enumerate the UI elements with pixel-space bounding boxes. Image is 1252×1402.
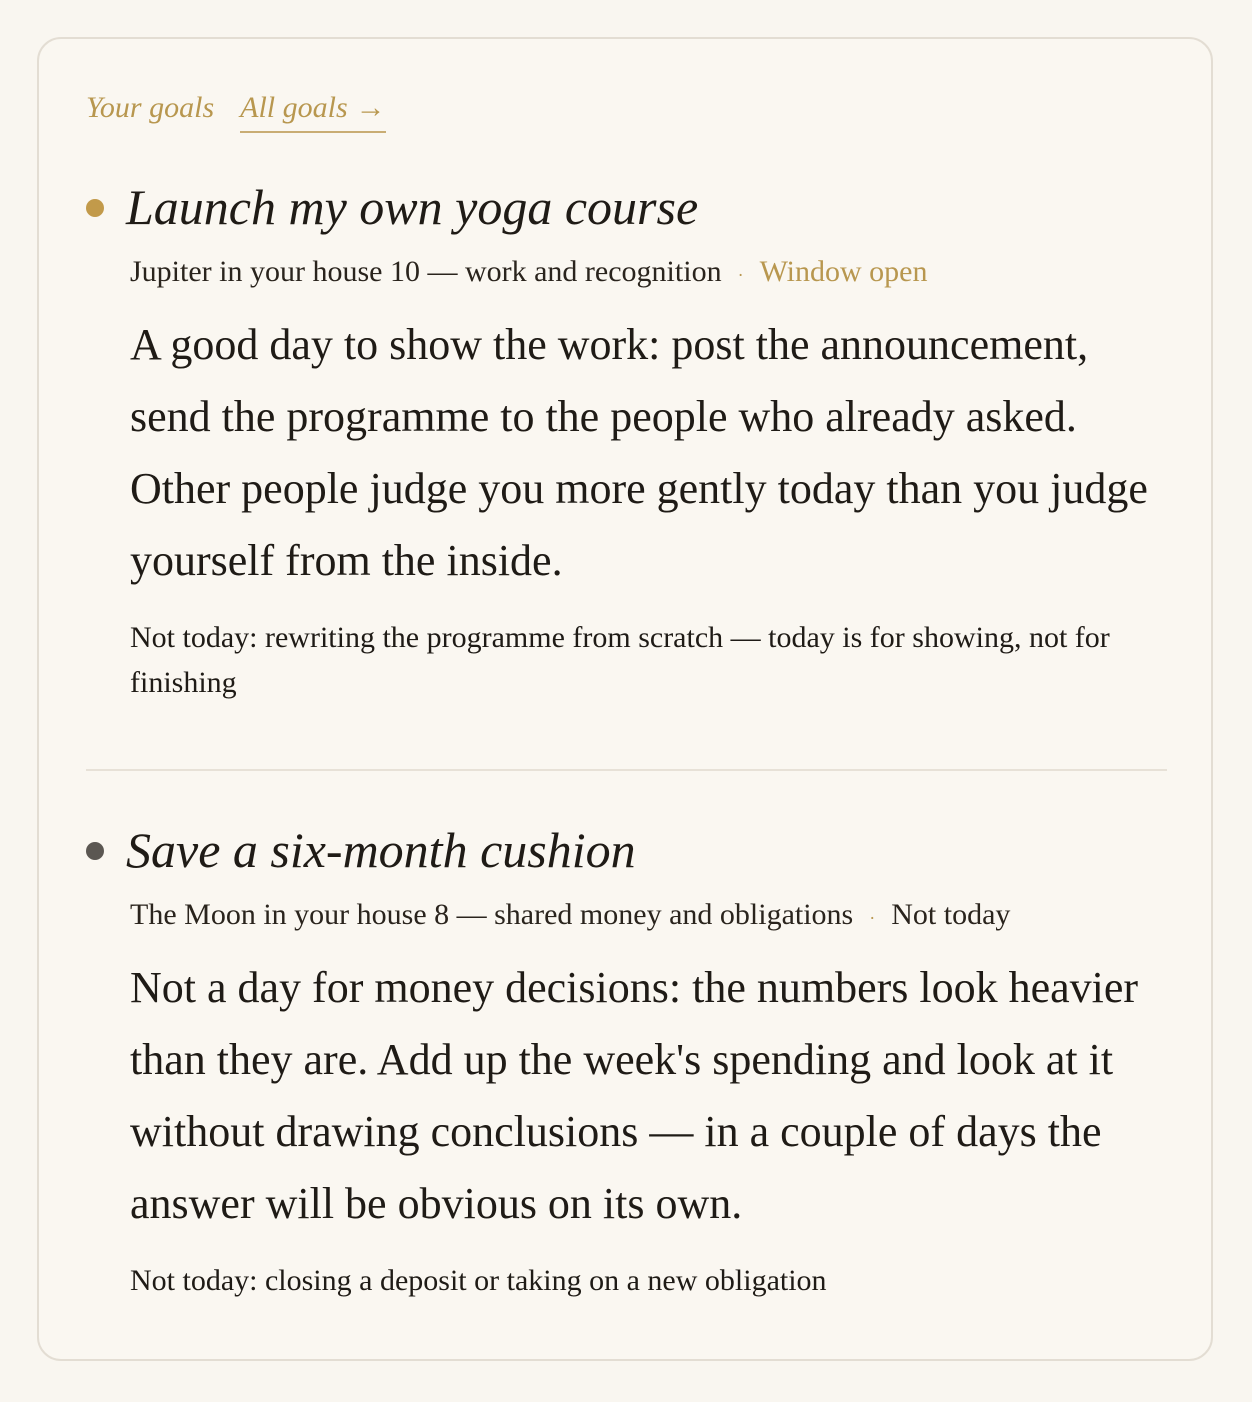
goal-meta <box>130 898 1169 932</box>
goals-card <box>37 37 1213 1361</box>
goal-not-today: Not today: rewriting the programme from scratch — today is for showing, not for finishing <box>130 621 1110 699</box>
goal-item[interactable] <box>86 814 1169 1303</box>
goal-title: Launch my own yoga course <box>126 179 699 235</box>
goal-title: Save a six-month cushion <box>126 822 636 878</box>
bullet-dot-icon <box>86 199 104 217</box>
goals-header <box>86 91 386 133</box>
bullet-dot-icon <box>86 842 104 860</box>
all-goals-link-label: All goals <box>240 91 348 124</box>
separator-dot: · <box>869 908 876 928</box>
goal-message: A good day to show the work: post the announcement, send the programme to the people who already asked. Other people judge you more gently today than you judge yourself from the inside. <box>130 320 1148 585</box>
arrow-right-icon: → <box>355 91 386 124</box>
status-badge: Not today <box>891 898 1011 931</box>
goal-meta <box>130 255 1169 289</box>
goal-influence: Jupiter in your house 10 — work and recognition <box>130 255 722 288</box>
goal-message: Not a day for money decisions: the numbers look heavier than they are. Add up the week's spending and look at it without drawing conclusions — in a couple of days the answer will be obvious on its own. <box>130 963 1139 1228</box>
separator-dot: · <box>737 265 744 285</box>
all-goals-link[interactable] <box>240 91 386 133</box>
divider <box>86 769 1167 771</box>
section-label: Your goals <box>86 91 215 124</box>
goal-title-row <box>86 171 1169 243</box>
status-badge: Window open <box>759 255 928 288</box>
goal-influence: The Moon in your house 8 — shared money and obligations <box>130 898 854 931</box>
goal-item[interactable] <box>86 171 1169 705</box>
goal-not-today: Not today: closing a deposit or taking on a new obligation <box>130 1264 827 1297</box>
goal-title-row <box>86 814 1169 886</box>
